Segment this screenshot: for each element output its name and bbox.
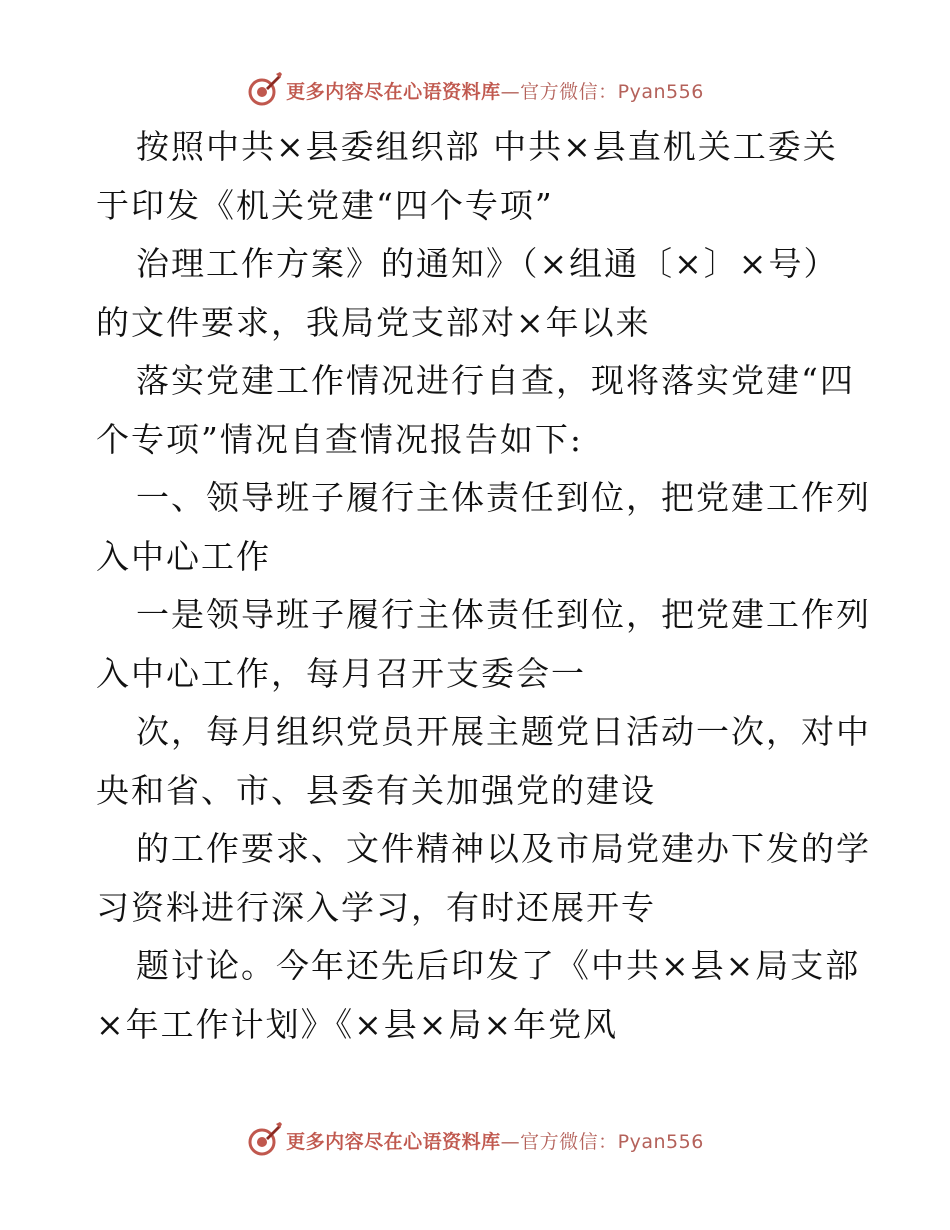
- section-heading-line: 一、领导班子履行主体责任到位，把党建工作列: [136, 478, 871, 517]
- paragraph-line: 央和省、市、县委有关加强党的建设: [96, 770, 656, 810]
- paragraph-line: 的文件要求，我局党支部对×年以来: [96, 302, 651, 342]
- paragraph-line: 入中心工作，每月召开支委会一: [96, 653, 586, 693]
- document-body: [96, 118, 871, 1054]
- paragraph-line: 个专项”情况自查情况报告如下:: [96, 419, 583, 459]
- paragraph-line: 落实党建工作情况进行自查，现将落实党建“四: [136, 361, 855, 400]
- paragraph-line: 按照中共×县委组织部 中共×县直机关工委关: [136, 127, 838, 166]
- paragraph-line: 治理工作方案》的通知》（×组通〔×〕×号）: [136, 244, 839, 283]
- paragraph-line: 一是领导班子履行主体责任到位，把党建工作列: [136, 595, 871, 634]
- watermark-main: 更多内容尽在心语资料库: [286, 80, 501, 103]
- paragraph-line: 题讨论。今年还先后印发了《中共×县×局支部: [136, 946, 861, 985]
- watermark-footer: [0, 1120, 950, 1160]
- pen-logo-icon: [246, 1122, 282, 1158]
- pen-logo-icon: [246, 72, 282, 108]
- section-heading-line: 入中心工作: [96, 536, 271, 576]
- watermark-text: [286, 77, 704, 104]
- paragraph-line: 的工作要求、文件精神以及市局党建办下发的学: [136, 829, 871, 868]
- watermark-text: [286, 1127, 704, 1154]
- paragraph-line: ×年工作计划》《×县×局×年党风: [96, 1004, 619, 1044]
- watermark-sub: —官方微信：Pyan556: [500, 1130, 704, 1153]
- paragraph-line: 次，每月组织党员开展主题党日活动一次，对中: [136, 712, 871, 751]
- paragraph-line: 习资料进行深入学习，有时还展开专: [96, 887, 656, 927]
- paragraph-line: 于印发《机关党建“四个专项”: [96, 185, 554, 225]
- watermark-header: [0, 70, 950, 110]
- watermark-main: 更多内容尽在心语资料库: [286, 1130, 501, 1153]
- watermark-sub: —官方微信：Pyan556: [500, 80, 704, 103]
